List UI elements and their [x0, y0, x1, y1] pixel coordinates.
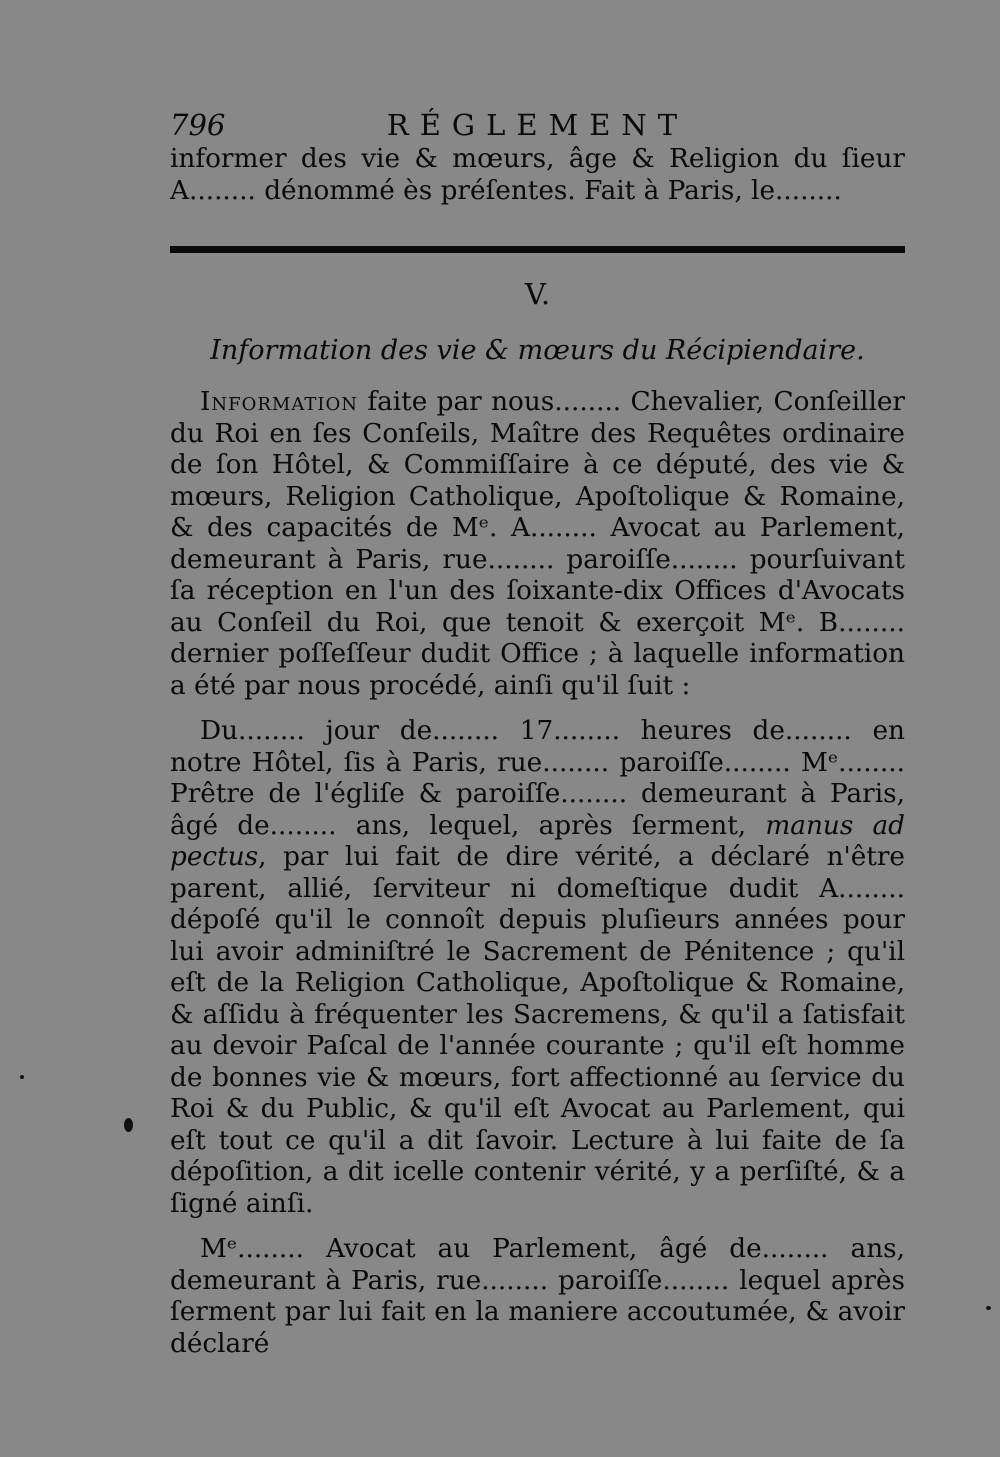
paragraph-lead-word: Information: [200, 387, 359, 417]
paragraph-second-deposition: Mᵉ........ Avocat au Parlement, âgé de........ ans, demeurant à Paris, rue........ paroiſſe........ lequel après ſerment par lui fait en la maniere accoutumée, & avoir déclaré: [170, 1234, 905, 1359]
deposition-text-end: , par lui fait de dire vérité, a déclaré n'être parent, allié, ſerviteur ni domeſtique dudit A........ dépoſé qu'il le connoît depuis pluſieurs années pour lui avoir adminiſtré le Sacrement de Pénitence ; qu'il eſt de la Religion Catholique, Apoſtolique & Romaine, & aſſidu à fréquenter les Sacremens, & qu'il a ſatisfait au devoir Paſcal de l'année courante ; qu'il eſt homme de bonnes vie & mœurs, fort affectionné au ſervice du Roi & du Public, & qu'il eſt Avocat au Parlement, qui eſt tout ce qu'il a dit ſavoir. Lecture à lui faite de ſa dépoſition, a dit icelle contenir vérité, y a perſiſté, & a ſigné ainſi.: [170, 842, 905, 1219]
page-number: 796: [170, 108, 226, 142]
paragraph-information: [170, 387, 905, 702]
paragraph-information-body: faite par nous........ Chevalier, Conſeiller du Roi en ſes Conſeils, Maître des Requêtes ordinaire de ſon Hôtel, & Commiſſaire à ce député, des vie & mœurs, Religion Catholique, Apoſtolique & Romaine, & des capacités de Mᵉ. A........ Avocat au Parlement, demeurant à Paris, rue........ paroiſſe........ pourſuivant ſa réception en l'un des ſoixante-dix Offices d'Avocats au Conſeil du Roi, que tenoit & exerçoit Mᵉ. B........ dernier poſſeſſeur dudit Office ; à laquelle information a été par nous procédé, ainſi qu'il ſuit :: [170, 387, 905, 701]
paragraph-first-deposition: [170, 716, 905, 1220]
section-title: Information des vie & mœurs du Récipiendaire.: [210, 335, 865, 366]
continued-paragraph: informer des vie & mœurs, âge & Religion du ſieur A........ dénommé ès préſentes. Fait à Paris, le........: [170, 144, 905, 206]
ink-speck: [20, 1075, 24, 1079]
book-page: [170, 104, 905, 1360]
page-header: [170, 104, 905, 144]
section-divider: [170, 246, 905, 253]
deposition-text-start: Du........ jour de........ 17........ heures de........ en notre Hôtel, ſis à Paris, rue........ paroiſſe........ Mᵉ........ Prêtre de l'égliſe & paroiſſe........ demeurant à Paris, âgé de........ ans, lequel, après ſerment,: [170, 716, 905, 841]
running-title: RÉGLEMENT: [386, 108, 689, 142]
ink-speck: [986, 1306, 991, 1310]
ink-speck: [124, 1118, 133, 1132]
latin-phrase: manus ad pectus: [170, 810, 905, 872]
section-number: V.: [524, 277, 551, 311]
